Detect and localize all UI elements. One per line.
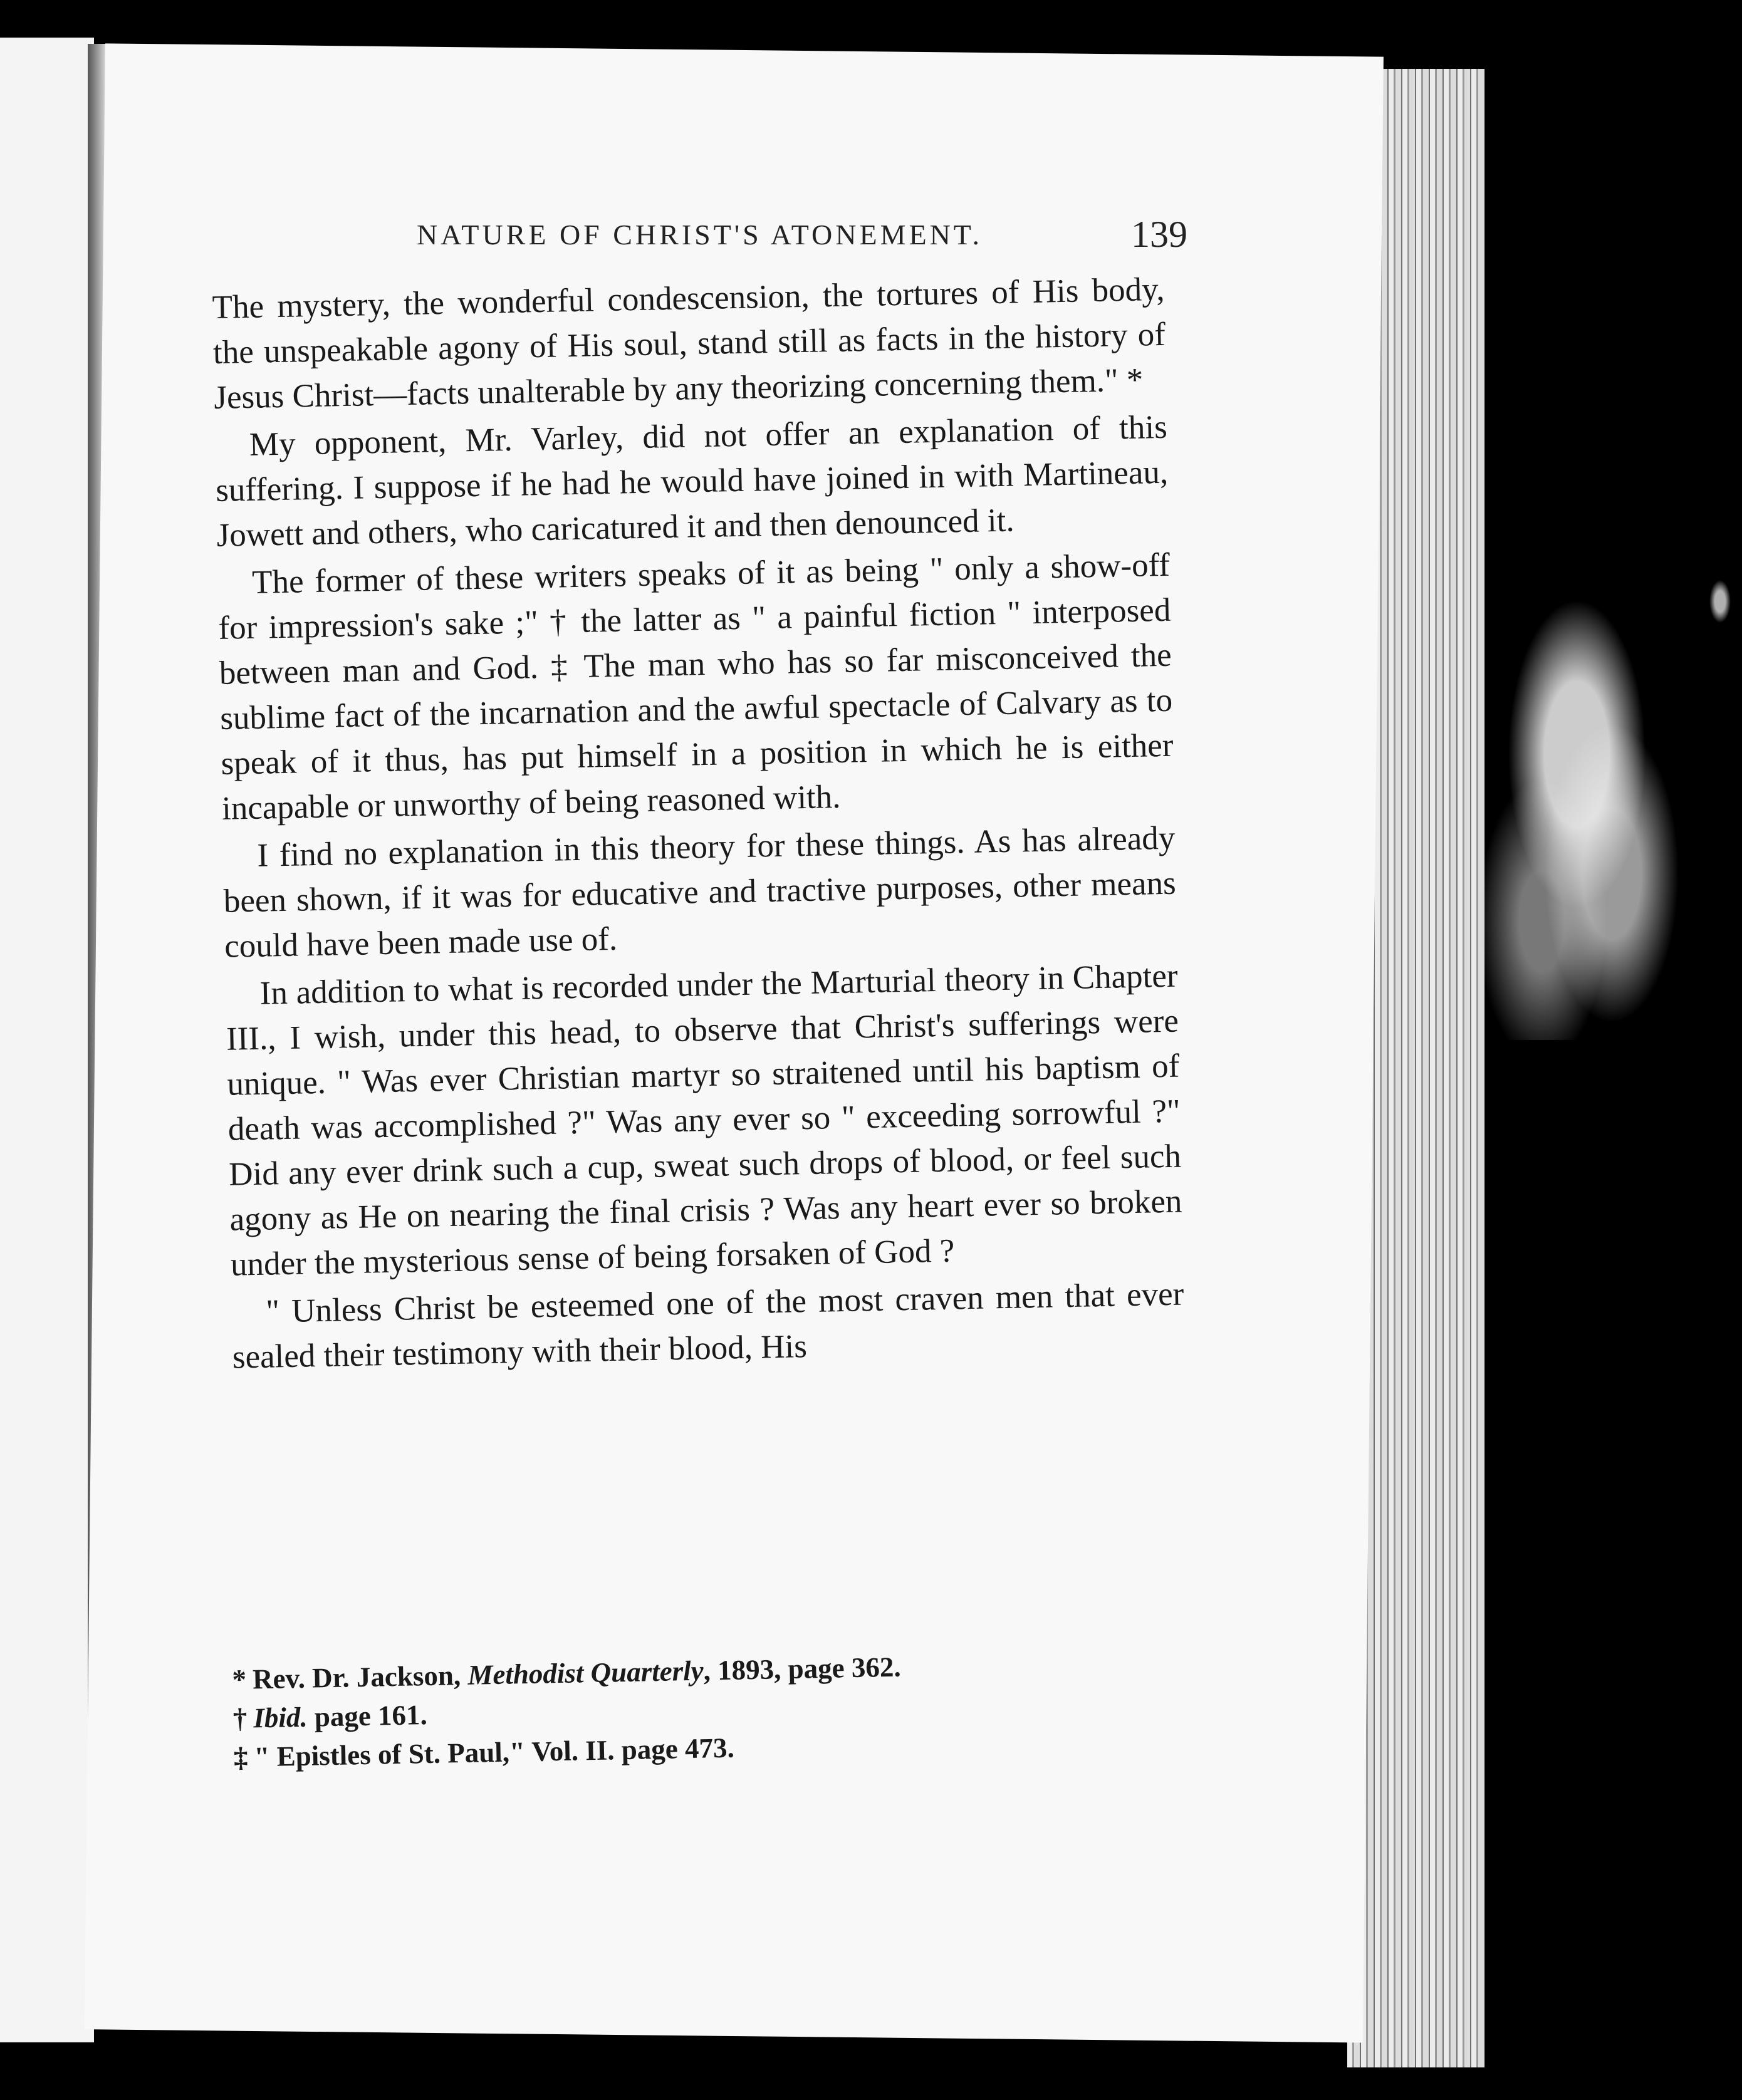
footnote-text: , 1893, page 362. xyxy=(703,1651,902,1687)
running-head: NATURE OF CHRIST'S ATONEMENT. xyxy=(417,219,983,251)
body-text xyxy=(212,267,1185,1383)
dust-debris xyxy=(1473,564,1704,1040)
footnotes xyxy=(232,1643,1111,1777)
paragraph: In addition to what is recorded under the Marturial theory in Chapter III., I wish, under this head, to observe that Christ's sufferings were unique. " Was ever Christian martyr so straitened until his baptism of death was accomplished ?" Was any ever so " exceeding sorrowful ?" Did any ever drink such a cup, sweat such drops of blood, or feel such agony as He on nearing the final crisis ? Was any heart ever so broken under the mysterious sense of being forsaken of God ? xyxy=(226,957,1182,1283)
paragraph: My opponent, Mr. Varley, did not offer an explanation of this suffering. I suppose if he had he would have joined in with Martineau, Jowett and others, who caricatured it and then denounced it. xyxy=(215,408,1169,554)
footnote-mark: * xyxy=(232,1663,247,1695)
footnote-text: page 161. xyxy=(307,1699,428,1733)
page-header xyxy=(310,213,1187,263)
paragraph: The mystery, the wonderful condescension, the tortures of His body, the unspeakable agony of His soul, stand still as facts in the history of Jesus Christ—facts unalterable by any theorizing concerning them." * xyxy=(212,271,1166,416)
paragraph: I find no explanation in this theory for these things. As has already been shown, if it was for educative and tractive purposes, other means could have been made use of. xyxy=(223,819,1177,965)
dust-speck xyxy=(1708,576,1733,626)
footnote-text: " Epistles of St. Paul," Vol. II. page 473. xyxy=(253,1732,735,1773)
footnote-italic: Methodist Quarterly xyxy=(467,1655,704,1691)
page-number: 139 xyxy=(1131,214,1187,255)
paragraph: The former of these writers speaks of it as being " only a show-off for impression's sake ;" † the latter as " a painful fiction " interposed between man and God. ‡ The man who has so far misconceived the sublime fact of the incarnation and the awful spectacle of Calvary as to speak of it thus, has put himself in a position in which he is either incapable or unworthy of being reasoned with. xyxy=(217,546,1174,827)
footnote-mark: ‡ xyxy=(233,1741,248,1773)
left-page-edge xyxy=(0,38,94,2042)
footnote-italic: Ibid. xyxy=(253,1701,308,1734)
footnote-text: Rev. Dr. Jackson, xyxy=(252,1659,468,1695)
footnote-mark: † xyxy=(232,1702,248,1734)
paragraph: " Unless Christ be esteemed one of the most craven men that ever sealed their testimony with their blood, His xyxy=(232,1276,1184,1376)
